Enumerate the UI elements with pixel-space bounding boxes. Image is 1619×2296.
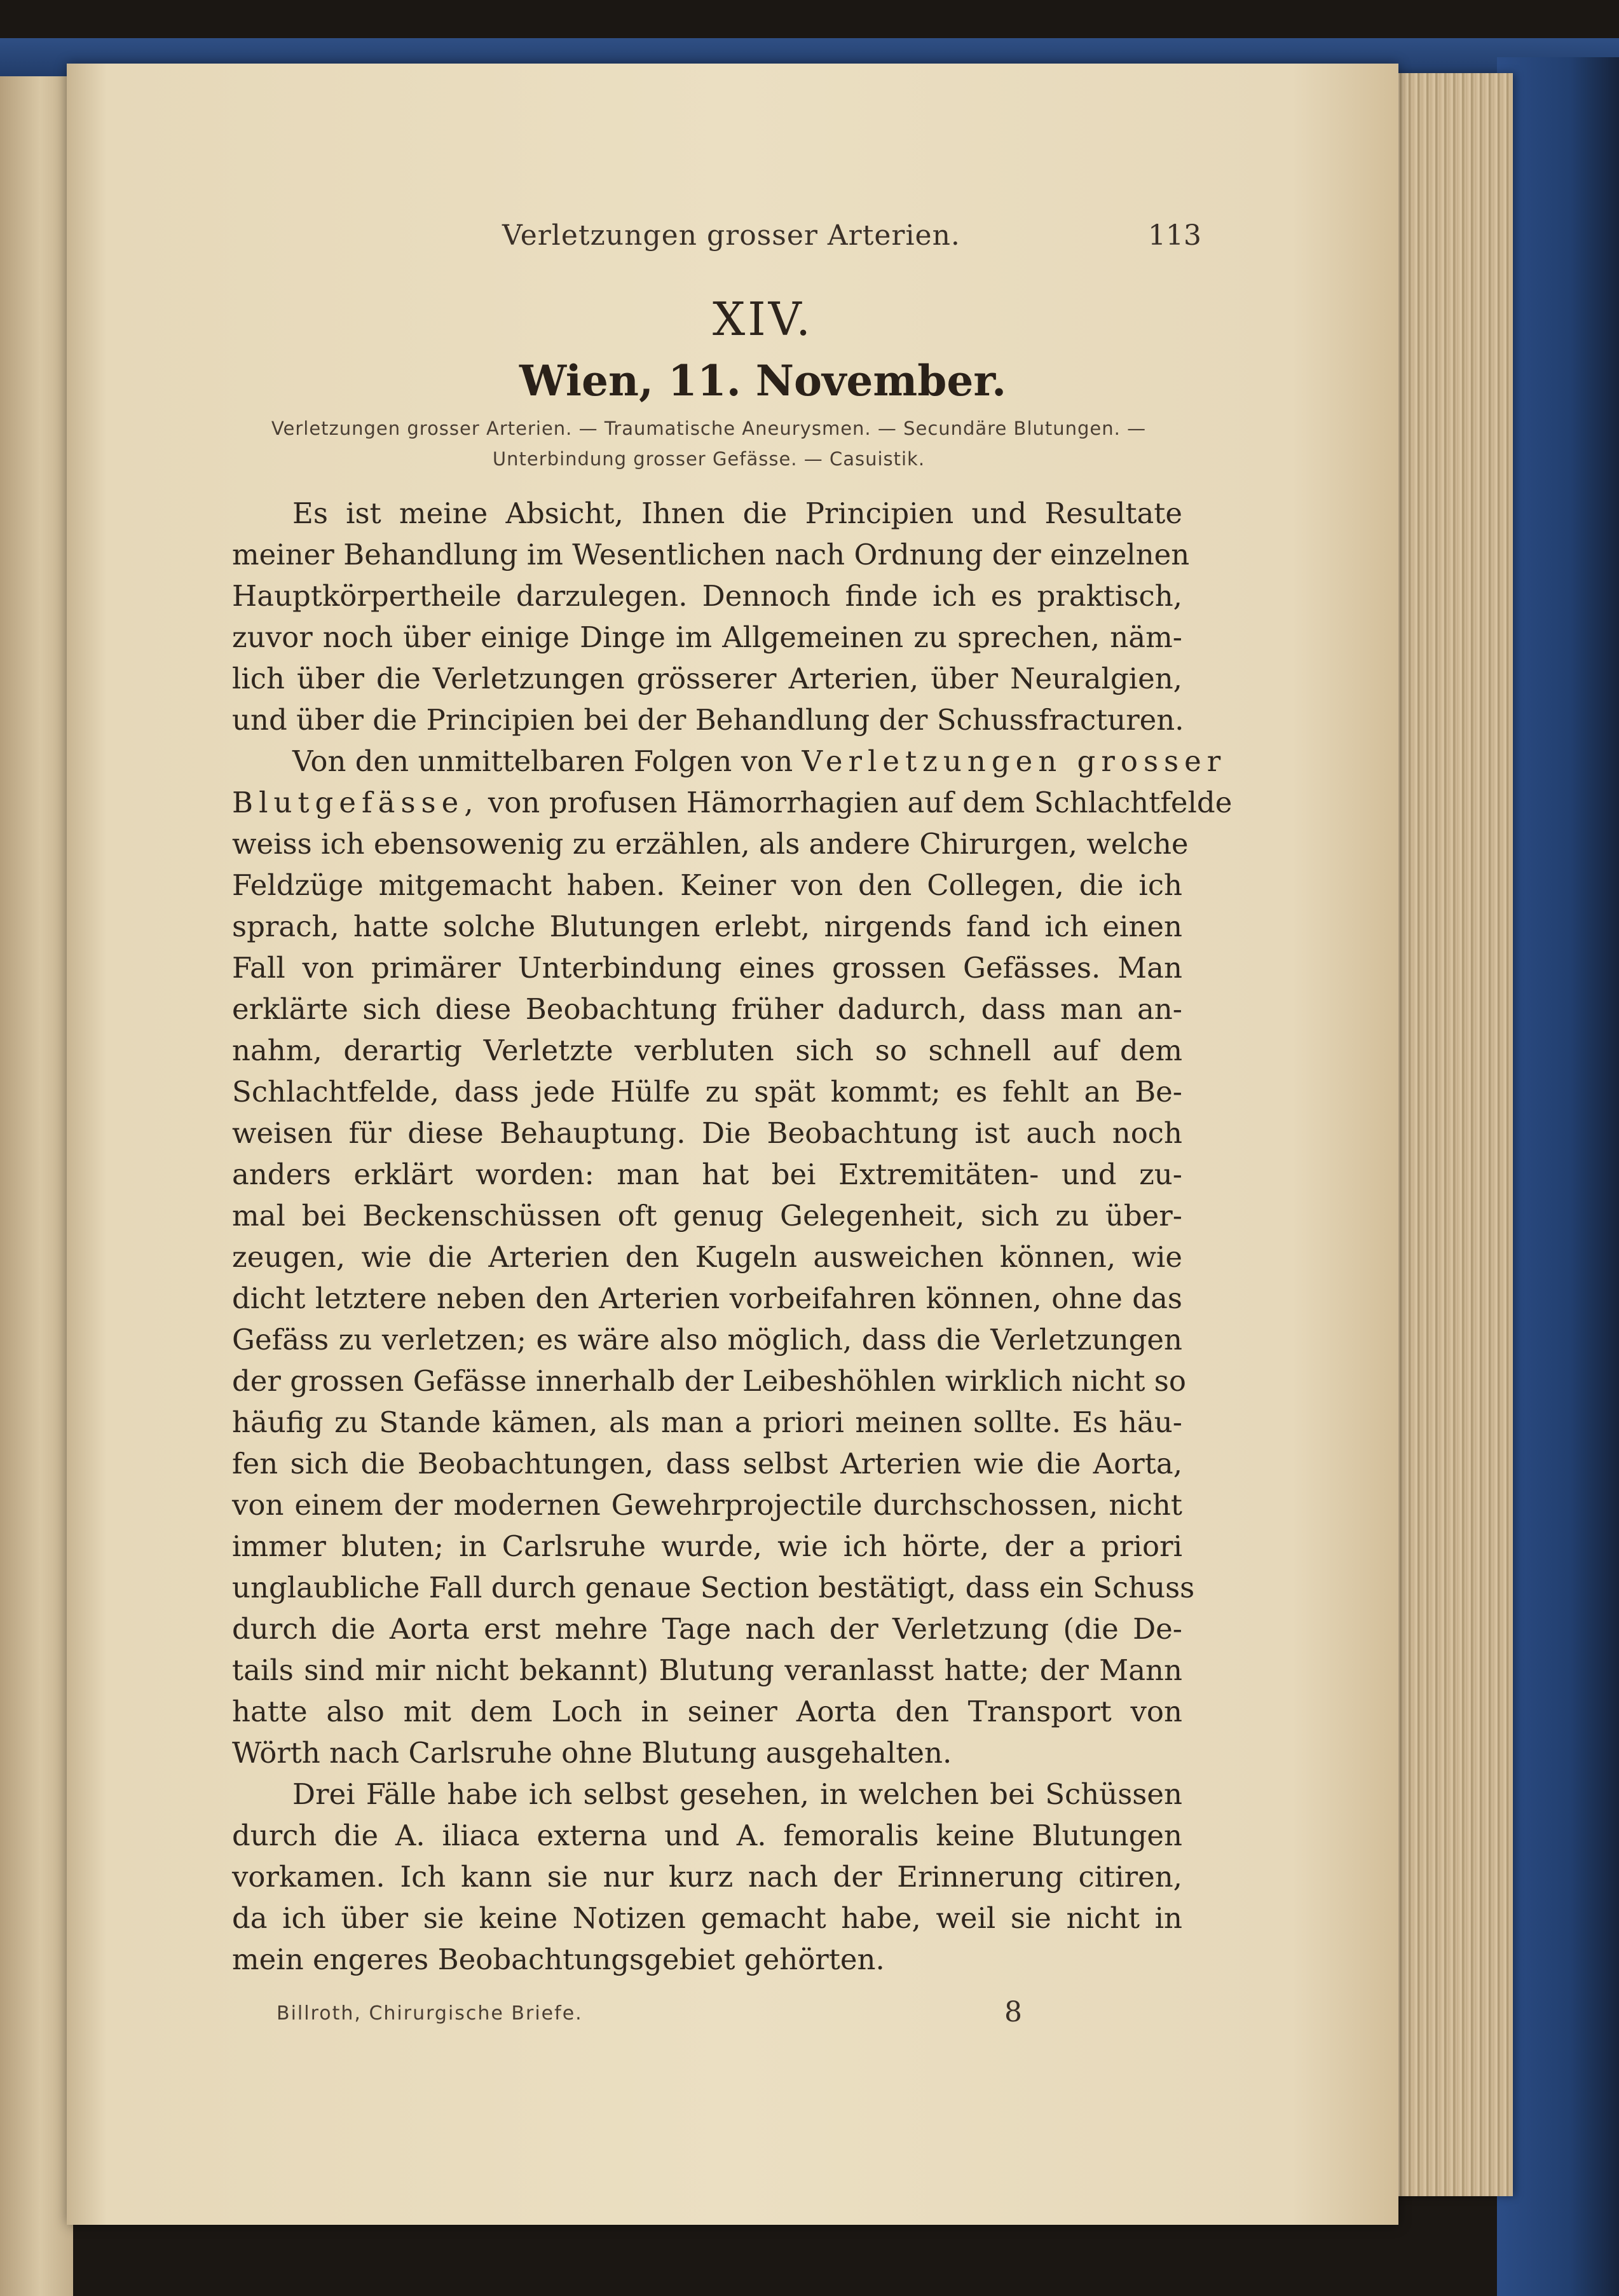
text-line: Feldzüge mitgemacht haben. Keiner von den Collegen, die ich — [232, 868, 1182, 902]
text-line: tails sind mir nicht bekannt) Blutung veranlasst hatte; der Mann — [232, 1653, 1182, 1687]
text-line: zuvor noch über einige Dinge im Allgemeinen zu sprechen, näm- — [232, 620, 1182, 654]
text-line: immer bluten; in Carlsruhe wurde, wie ich hörte, der a priori — [232, 1529, 1182, 1563]
page-footer — [277, 1996, 1039, 2034]
text-line — [232, 741, 1227, 782]
sheet-number: 8 — [1004, 1996, 1022, 2028]
book-cover-right-edge — [1497, 57, 1619, 2296]
text-line: und über die Principien bei der Behandlung der Schussfracturen. — [232, 703, 1184, 737]
text-line: Hauptkörpertheile darzulegen. Dennoch finde ich es praktisch, — [232, 579, 1182, 613]
text-line — [232, 782, 1233, 823]
text-line: lich über die Verletzungen grösserer Arterien, über Neuralgien, — [232, 662, 1182, 695]
summary-line: Verletzungen grosser Arterien. — Traumatische Aneurysmen. — Secundäre Blutungen. — — [271, 418, 1147, 439]
text-line: fen sich die Beobachtungen, dass selbst Arterien wie die Aorta, — [232, 1447, 1182, 1480]
text-line: häufig zu Stande kämen, als man a priori meinen sollte. Es häu- — [232, 1405, 1182, 1439]
chapter-date-heading: Wien, 11. November. — [519, 356, 1007, 406]
body-text — [232, 493, 1233, 1980]
chapter-summary — [232, 413, 1185, 474]
text-line: der grossen Gefässe innerhalb der Leibeshöhlen wirklich nicht so — [232, 1364, 1186, 1398]
text-line: erklärte sich diese Beobachtung früher dadurch, dass man an- — [232, 992, 1182, 1026]
text-line: hatte also mit dem Loch in seiner Aorta den Transport von — [232, 1695, 1182, 1728]
text-line: zeugen, wie die Arterien den Kugeln ausweichen können, wie — [232, 1240, 1182, 1274]
text-line: mal bei Beckenschüssen oft genug Gelegenheit, sich zu über- — [232, 1199, 1182, 1233]
chapter-number: XIV. — [713, 292, 813, 346]
text-line: Es ist meine Absicht, Ihnen die Principien und Resultate — [292, 496, 1182, 530]
text-line: Fall von primärer Unterbindung eines grossen Gefässes. Man — [232, 951, 1182, 985]
summary-line: Unterbindung grosser Gefässe. — Casuistik. — [492, 448, 926, 470]
text-line: Gefäss zu verletzen; es wäre also möglich, dass die Verletzungen — [232, 1323, 1182, 1356]
facing-page-edge — [0, 76, 73, 2296]
text-line: Schlachtfelde, dass jede Hülfe zu spät kommt; es fehlt an Be- — [232, 1075, 1182, 1109]
text-line: von einem der modernen Gewehrprojectile durchschossen, nicht — [232, 1488, 1182, 1522]
text-line: durch die Aorta erst mehre Tage nach der Verletzung (die De- — [232, 1612, 1182, 1646]
text-line: da ich über sie keine Notizen gemacht habe, weil sie nicht in — [232, 1901, 1182, 1935]
text-line: meiner Behandlung im Wesentlichen nach Ordnung der einzelnen — [232, 538, 1190, 571]
text-line: weiss ich ebensowenig zu erzählen, als andere Chirurgen, welche — [232, 827, 1189, 861]
emphasized-text: Verletzungen grosser — [802, 744, 1227, 778]
text-line: Drei Fälle habe ich selbst gesehen, in welchen bei Schüssen — [292, 1777, 1182, 1811]
text-line: anders erklärt worden: man hat bei Extremitäten- und zu- — [232, 1158, 1182, 1191]
text-run: Von den unmittelbaren Folgen von — [292, 744, 793, 778]
text-line: dicht letztere neben den Arterien vorbeifahren können, ohne das — [232, 1281, 1182, 1315]
text-line: nahm, derartig Verletzte verbluten sich so schnell auf dem — [232, 1034, 1182, 1067]
text-line: vorkamen. Ich kann sie nur kurz nach der Erinnerung citiren, — [232, 1860, 1182, 1894]
signature-line: Billroth, Chirurgische Briefe. — [277, 2002, 583, 2025]
text-line: weisen für diese Behauptung. Die Beobachtung ist auch noch — [232, 1116, 1182, 1150]
text-line: sprach, hatte solche Blutungen erlebt, nirgends fand ich einen — [232, 910, 1182, 943]
page-block-edges — [1386, 73, 1513, 2196]
emphasized-text: Blutgefässe, — [232, 786, 479, 819]
text-line: unglaubliche Fall durch genaue Section bestätigt, dass ein Schuss — [232, 1571, 1195, 1604]
text-line: durch die A. iliaca externa und A. femoralis keine Blutungen — [232, 1819, 1182, 1852]
text-line: mein engeres Beobachtungsgebiet gehörten. — [232, 1943, 885, 1976]
running-title: Verletzungen grosser Arterien. — [502, 219, 960, 252]
text-run: von profusen Hämorrhagien auf dem Schlachtfelde — [488, 786, 1233, 819]
text-line: Wörth nach Carlsruhe ohne Blutung ausgehalten. — [232, 1736, 952, 1770]
page-number: 113 — [1148, 219, 1201, 252]
running-head — [502, 219, 1201, 264]
